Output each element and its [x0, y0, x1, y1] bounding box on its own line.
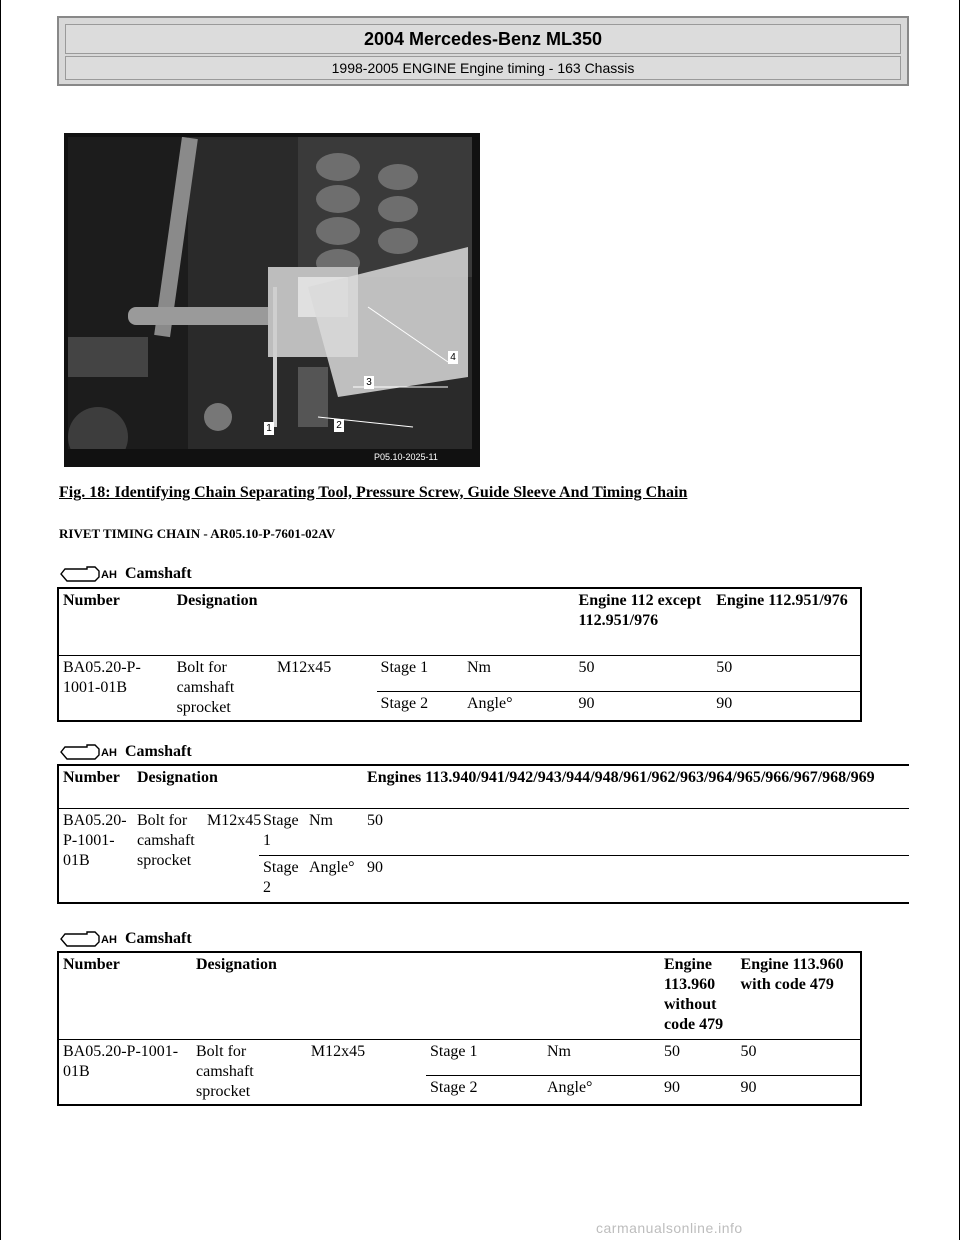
designation: Bolt for camshaft sprocket: [192, 1040, 307, 1106]
callout-2: 2: [334, 419, 344, 432]
bolt-size: M12x45: [273, 656, 377, 722]
engine-photo: [64, 133, 480, 467]
photo-label: P05.10-2025-11: [374, 452, 438, 462]
part-number: BA05.20-P-1001-01B: [58, 1040, 192, 1106]
bolt-size: M12x45: [203, 809, 259, 904]
hand-pointer-icon: [59, 743, 121, 761]
designation: Bolt for camshaft sprocket: [173, 656, 273, 722]
svg-text:AH: AH: [101, 747, 117, 759]
unit: Angle°: [543, 1076, 660, 1106]
callout-1: 1: [264, 422, 274, 435]
hand-pointer-icon: [59, 930, 121, 948]
reference-label: Camshaft: [125, 743, 192, 760]
reference-camshaft-2[interactable]: [59, 743, 192, 761]
table-header-row: [58, 952, 861, 1040]
svg-text:AH: AH: [101, 569, 117, 581]
table-header-row: [58, 765, 909, 809]
reference-label: Camshaft: [125, 930, 192, 947]
reference-camshaft-3[interactable]: [59, 930, 192, 948]
header-subtitle: 1998-2005 ENGINE Engine timing - 163 Chassis: [65, 56, 901, 80]
stage: Stage 1: [426, 1040, 543, 1076]
part-number: BA05.20-P-1001-01B: [58, 656, 173, 722]
part-number: BA05.20-P-1001-01B: [58, 809, 133, 904]
reference-label: Camshaft: [125, 565, 192, 582]
value: 90: [737, 1076, 861, 1106]
unit: Nm: [543, 1040, 660, 1076]
value: 50: [737, 1040, 861, 1076]
column-header: Designation: [133, 765, 363, 809]
column-header: Number: [58, 588, 173, 656]
unit: Nm: [463, 656, 575, 692]
callout-3: 3: [364, 376, 374, 389]
reference-camshaft-1[interactable]: [59, 565, 192, 583]
column-header: Engines 113.940/941/942/943/944/948/961/962/963/964/965/966/967/968/969: [363, 765, 909, 809]
bolt-size: M12x45: [307, 1040, 426, 1106]
unit: Nm: [305, 809, 363, 856]
watermark: carmanualsonline.info: [596, 1220, 743, 1236]
figure-caption: Fig. 18: Identifying Chain Separating Tool, Pressure Screw, Guide Sleeve And Timing Chain: [59, 484, 688, 501]
table-row: [58, 656, 861, 692]
value: 50: [660, 1040, 737, 1076]
callout-4: 4: [448, 351, 458, 364]
column-header: Engine 112 except 112.951/976: [575, 588, 713, 656]
torque-table-2: [57, 764, 909, 904]
document-header: [57, 16, 909, 86]
unit: Angle°: [463, 692, 575, 722]
table-row: [58, 809, 909, 856]
column-header: Engine 113.960 without code 479: [660, 952, 737, 1040]
table-row: [58, 1040, 861, 1076]
column-header: Engine 112.951/976: [712, 588, 861, 656]
column-header: Designation: [173, 588, 575, 656]
stage: Stage 2: [426, 1076, 543, 1106]
column-header: Number: [58, 952, 192, 1040]
value: 90: [660, 1076, 737, 1106]
value: 90: [363, 856, 909, 904]
value: 50: [712, 656, 861, 692]
table-header-row: [58, 588, 861, 656]
stage: Stage 1: [259, 809, 305, 856]
torque-table-3: [57, 951, 862, 1106]
torque-table-1: [57, 587, 862, 722]
designation: Bolt for camshaft sprocket: [133, 809, 203, 904]
column-header: Designation: [192, 952, 660, 1040]
stage: Stage 1: [377, 656, 463, 692]
header-title: 2004 Mercedes-Benz ML350: [65, 24, 901, 54]
section-title: RIVET TIMING CHAIN - AR05.10-P-7601-02AV: [59, 526, 336, 541]
column-header: Number: [58, 765, 133, 809]
value: 90: [575, 692, 713, 722]
hand-pointer-icon: [59, 565, 121, 583]
engine-photo-drawing: [68, 137, 472, 449]
stage: Stage 2: [377, 692, 463, 722]
value: 90: [712, 692, 861, 722]
column-header: Engine 113.960 with code 479: [737, 952, 861, 1040]
svg-text:AH: AH: [101, 934, 117, 946]
stage: Stage 2: [259, 856, 305, 904]
value: 50: [575, 656, 713, 692]
unit: Angle°: [305, 856, 363, 904]
value: 50: [363, 809, 909, 856]
